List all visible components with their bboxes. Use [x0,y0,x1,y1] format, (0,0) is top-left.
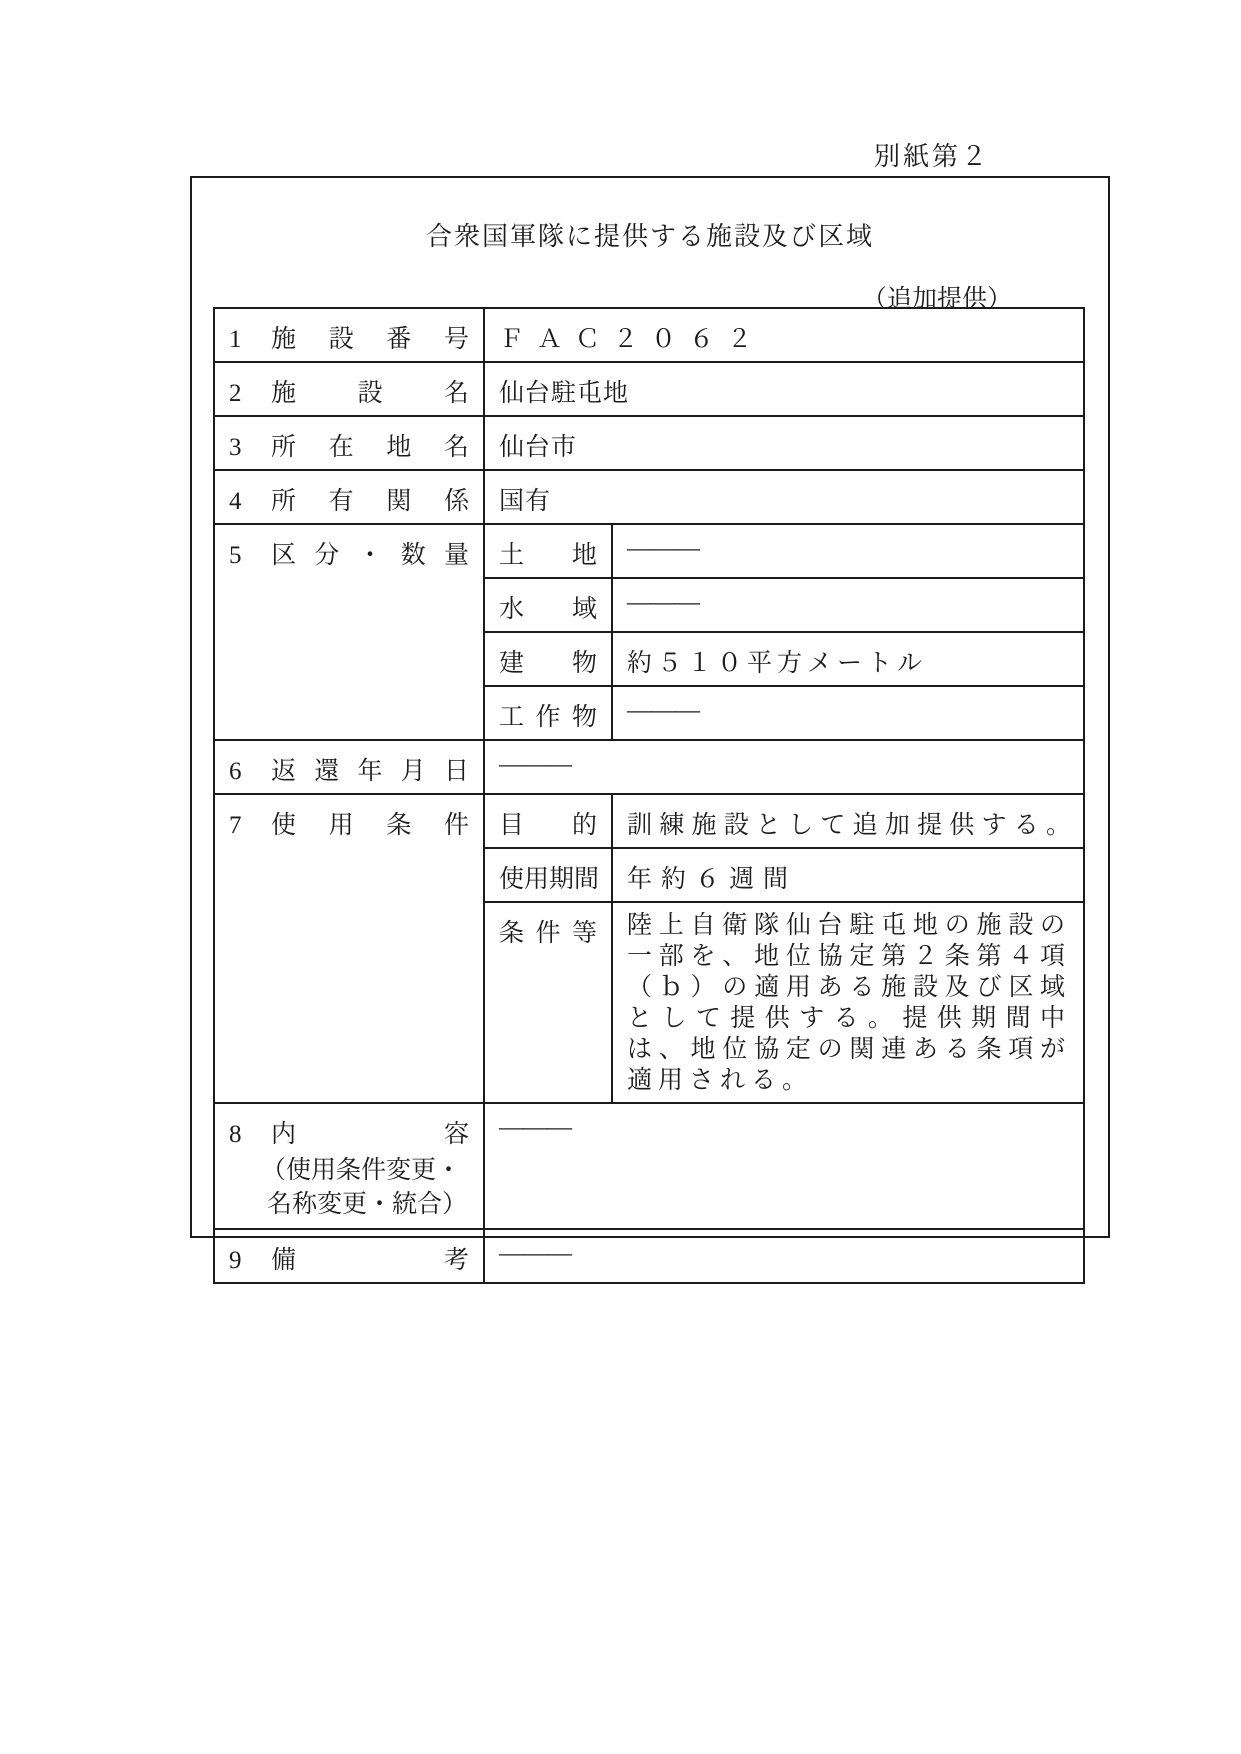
document-title: 合衆国軍隊に提供する施設及び区域 [425,222,874,251]
row-label: 施 設 番 号 [271,326,469,353]
table-row-return-date [214,740,1084,794]
facility-number-value: ＦＡＣ２０６２ [484,308,1084,362]
structure-value [612,686,1084,740]
row-label-cell [214,524,484,740]
row-number: 7 [229,812,242,839]
table-row-facility-number [214,308,1084,362]
sub-label-cell [484,578,612,632]
sub-label-land: 土 地 [499,542,597,569]
empty-dash: ——— [627,697,699,724]
row-label-cell [214,1229,484,1283]
sub-label-water: 水 域 [499,596,597,623]
row-label: 使 用 条 件 [271,812,469,839]
return-date-value [484,740,1084,794]
sub-label-cell [484,794,612,848]
land-value [612,524,1084,578]
row-label-cell [214,794,484,1103]
facility-name-value: 仙台駐屯地 [484,362,1084,416]
row-label-cell [214,470,484,524]
sub-label-cell [484,524,612,578]
sub-label-cell [484,848,612,902]
table-row-facility-name [214,362,1084,416]
conditions-value: 陸上自衛隊仙台駐屯地の施設の一部を、地位協定第２条第４項（ｂ）の適用ある施設及び区域として提供する。提供期間中は、地位協定の関連ある条項が適用される。 [612,902,1084,1103]
facility-table [213,307,1085,1284]
period-value: 年約６週間 [612,848,1084,902]
water-value [612,578,1084,632]
content-value [484,1103,1084,1229]
row-label: 備 考 [271,1247,469,1274]
row-label-cell [214,1103,484,1229]
sub-label-cell [484,902,612,1103]
row-label-line [229,1114,471,1150]
row-label-cell [214,740,484,794]
row-number: 6 [229,758,242,785]
row-label-cell [214,416,484,470]
sub-label-period: 使用期間 [499,866,600,893]
ownership-value: 国有 [484,470,1084,524]
purpose-value: 訓練施設として追加提供する。 [612,794,1084,848]
row-label: 施 設 名 [271,380,469,407]
sub-label-building: 建 物 [499,650,597,677]
table-row-remarks [214,1229,1084,1283]
row-number: 1 [229,326,242,353]
empty-dash: ——— [499,1240,571,1267]
row-label: 所 有 関 係 [271,488,469,515]
row-number: 3 [229,434,242,461]
table-row-location-name [214,416,1084,470]
sub-label-cell [484,686,612,740]
row-label: 所 在 地 名 [271,434,469,461]
row-number: 8 [229,1121,242,1148]
location-name-value: 仙台市 [484,416,1084,470]
empty-dash: ——— [499,1114,571,1141]
row-label: 返 還 年 月 日 [271,758,469,785]
row-label-note: （使用条件変更・名称変更・統合） [261,1157,468,1218]
row-number: 9 [229,1247,242,1274]
building-value: 約５１０平方メートル [612,632,1084,686]
sub-label-cell [484,632,612,686]
sub-label-purpose: 目 的 [499,812,597,839]
table-row-content [214,1103,1084,1229]
row-label-cell [214,362,484,416]
document-frame [190,176,1110,1274]
empty-dash: ——— [627,535,699,562]
row-number: 4 [229,488,242,515]
row-label: 内 容 [271,1121,469,1148]
table-row-ownership [214,470,1084,524]
sub-label-structure: 工 作 物 [499,704,597,731]
row-label: 区 分 ・ 数 量 [271,542,469,569]
sub-label-conditions: 条 件 等 [499,920,597,947]
empty-dash: ——— [627,589,699,616]
table-row-use-purpose [214,794,1084,848]
row-number: 5 [229,542,242,569]
provision-type-label: （追加提供） [861,286,1012,313]
attachment-number-label: 別紙第２ [873,142,990,171]
empty-dash: ——— [499,751,571,778]
table-row-category-land [214,524,1084,578]
row-label-cell [214,308,484,362]
remarks-value [484,1229,1084,1283]
row-number: 2 [229,380,242,407]
